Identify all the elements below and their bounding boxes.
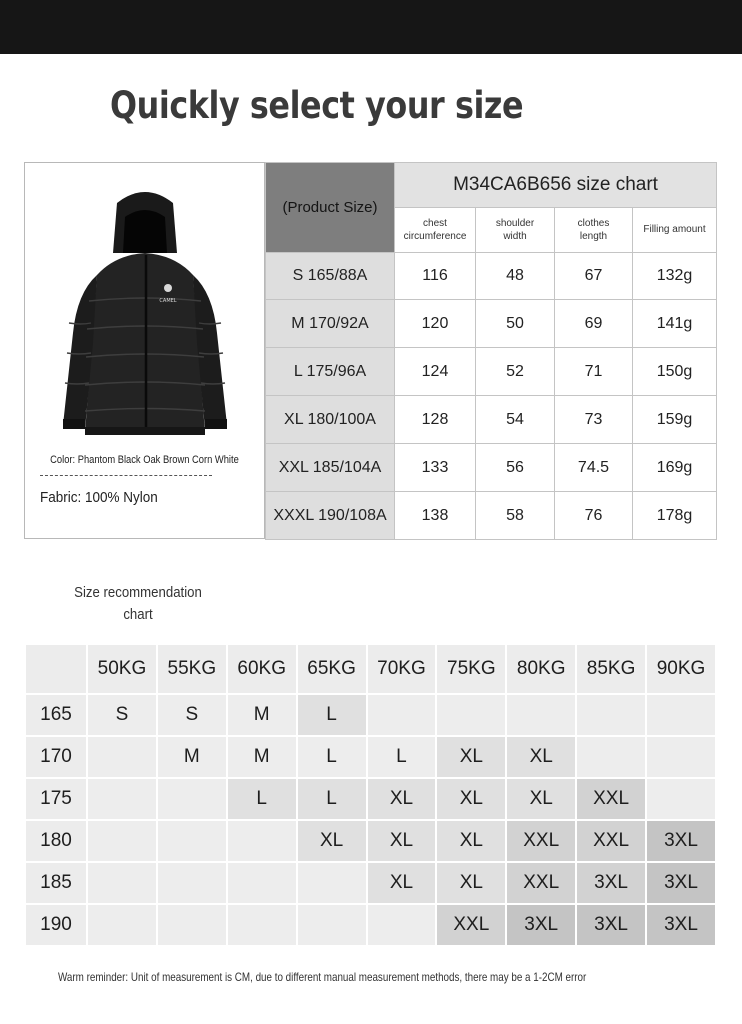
recommended-size-cell: L <box>228 779 296 819</box>
corner-cell <box>26 645 86 693</box>
recommended-size-cell: XL <box>368 863 436 903</box>
top-bar <box>0 0 742 54</box>
brand-logo: CAMEL <box>159 298 177 304</box>
recommended-size-cell <box>368 695 436 735</box>
page-title: Quickly select your size <box>110 84 524 127</box>
recommended-size-cell: L <box>298 695 366 735</box>
weight-header: 60KG <box>228 645 296 693</box>
recommended-size-cell: 3XL <box>577 863 645 903</box>
recommended-size-cell <box>158 863 226 903</box>
recommended-size-cell: 3XL <box>647 821 715 861</box>
recommended-size-cell: XL <box>437 779 505 819</box>
recommended-size-cell <box>88 779 156 819</box>
recommended-size-cell: S <box>158 695 226 735</box>
recommended-size-cell: 3XL <box>647 905 715 945</box>
recommended-size-cell <box>298 905 366 945</box>
recommended-size-cell: L <box>298 737 366 777</box>
size-label: XXL 185/104A <box>266 444 395 492</box>
size-chart-row <box>266 444 717 492</box>
recommended-size-cell: XXL <box>437 905 505 945</box>
recommended-size-cell <box>88 905 156 945</box>
product-panel <box>24 162 265 539</box>
size-value-shoulder: 56 <box>476 444 555 492</box>
recommendation-row <box>26 779 715 819</box>
recommended-size-cell <box>577 695 645 735</box>
recommended-size-cell: XXL <box>577 779 645 819</box>
size-value-length: 69 <box>555 300 633 348</box>
recommended-size-cell <box>298 863 366 903</box>
weight-header: 55KG <box>158 645 226 693</box>
recommended-size-cell: XL <box>507 737 575 777</box>
recommended-size-cell: 3XL <box>647 863 715 903</box>
size-value-length: 71 <box>555 348 633 396</box>
recommended-size-cell <box>158 779 226 819</box>
height-label: 185 <box>26 863 86 903</box>
weight-header: 50KG <box>88 645 156 693</box>
size-value-shoulder: 52 <box>476 348 555 396</box>
size-value-chest: 124 <box>395 348 476 396</box>
recommended-size-cell <box>228 905 296 945</box>
weight-header: 90KG <box>647 645 715 693</box>
size-value-chest: 120 <box>395 300 476 348</box>
recommended-size-cell <box>228 863 296 903</box>
recommendation-row <box>26 905 715 945</box>
recommendation-row <box>26 821 715 861</box>
recommended-size-cell: 3XL <box>577 905 645 945</box>
warm-reminder: Warm reminder: Unit of measurement is CM, due to different manual measurement methods, there may be a 1-2CM error <box>58 970 587 984</box>
size-value-filling: 169g <box>633 444 717 492</box>
recommended-size-cell: XL <box>368 779 436 819</box>
recommended-size-cell <box>88 737 156 777</box>
fabric-info: Fabric: 100% Nylon <box>40 489 158 506</box>
size-value-filling: 141g <box>633 300 717 348</box>
color-info: Color: Phantom Black Oak Brown Corn White <box>50 454 239 466</box>
recommended-size-cell: XXL <box>577 821 645 861</box>
size-label: L 175/96A <box>266 348 395 396</box>
weight-header: 85KG <box>577 645 645 693</box>
size-value-length: 67 <box>555 252 633 300</box>
recommended-size-cell: 3XL <box>507 905 575 945</box>
size-chart-row <box>266 396 717 444</box>
recommendation-row <box>26 737 715 777</box>
size-value-chest: 133 <box>395 444 476 492</box>
column-header-length: clothes length <box>555 207 633 252</box>
column-header-shoulder: shoulder width <box>476 207 555 252</box>
recommended-size-cell: XL <box>437 737 505 777</box>
recommended-size-cell <box>647 779 715 819</box>
recommended-size-cell <box>368 905 436 945</box>
size-value-length: 73 <box>555 396 633 444</box>
size-label: S 165/88A <box>266 252 395 300</box>
recommended-size-cell: XXL <box>507 863 575 903</box>
recommended-size-cell: M <box>228 737 296 777</box>
size-value-filling: 132g <box>633 252 717 300</box>
size-value-filling: 159g <box>633 396 717 444</box>
size-value-shoulder: 50 <box>476 300 555 348</box>
product-size-header: (Product Size) <box>266 163 395 253</box>
height-label: 180 <box>26 821 86 861</box>
size-value-shoulder: 48 <box>476 252 555 300</box>
recommended-size-cell: XL <box>368 821 436 861</box>
recommended-size-cell: XL <box>298 821 366 861</box>
recommended-size-cell <box>158 821 226 861</box>
jacket-image <box>55 183 235 438</box>
size-value-chest: 138 <box>395 492 476 540</box>
recommended-size-cell <box>158 905 226 945</box>
recommendation-title: Size recommendation chart <box>74 584 202 623</box>
height-label: 190 <box>26 905 86 945</box>
recommended-size-cell <box>647 695 715 735</box>
recommended-size-cell <box>88 821 156 861</box>
size-value-chest: 116 <box>395 252 476 300</box>
size-chart-row <box>266 252 717 300</box>
size-chart-row <box>266 492 717 540</box>
size-chart-row <box>266 348 717 396</box>
weight-header: 80KG <box>507 645 575 693</box>
size-chart-title: M34CA6B656 size chart <box>395 163 717 208</box>
column-header-chest: chest circumference <box>395 207 476 252</box>
size-value-length: 74.5 <box>555 444 633 492</box>
size-label: M 170/92A <box>266 300 395 348</box>
size-value-shoulder: 54 <box>476 396 555 444</box>
recommended-size-cell: L <box>368 737 436 777</box>
recommended-size-cell <box>437 695 505 735</box>
size-label: XXXL 190/108A <box>266 492 395 540</box>
height-label: 175 <box>26 779 86 819</box>
recommended-size-cell <box>647 737 715 777</box>
recommended-size-cell <box>507 695 575 735</box>
recommended-size-cell: XL <box>437 821 505 861</box>
column-header-filling: Filling amount <box>633 207 717 252</box>
size-value-length: 76 <box>555 492 633 540</box>
height-label: 170 <box>26 737 86 777</box>
size-chart-table <box>265 162 717 540</box>
recommended-size-cell: XXL <box>507 821 575 861</box>
recommended-size-cell <box>228 821 296 861</box>
recommendation-row <box>26 863 715 903</box>
weight-header-row <box>26 645 715 693</box>
recommended-size-cell <box>88 863 156 903</box>
recommended-size-cell: M <box>158 737 226 777</box>
size-recommendation-table <box>24 643 717 947</box>
weight-header: 70KG <box>368 645 436 693</box>
recommended-size-cell <box>577 737 645 777</box>
recommended-size-cell: M <box>228 695 296 735</box>
weight-header: 75KG <box>437 645 505 693</box>
size-value-shoulder: 58 <box>476 492 555 540</box>
size-value-filling: 178g <box>633 492 717 540</box>
size-chart-row <box>266 300 717 348</box>
recommendation-row <box>26 695 715 735</box>
recommended-size-cell: XL <box>507 779 575 819</box>
size-value-filling: 150g <box>633 348 717 396</box>
recommended-size-cell: XL <box>437 863 505 903</box>
weight-header: 65KG <box>298 645 366 693</box>
size-label: XL 180/100A <box>266 396 395 444</box>
divider <box>40 475 212 476</box>
size-value-chest: 128 <box>395 396 476 444</box>
recommended-size-cell: L <box>298 779 366 819</box>
height-label: 165 <box>26 695 86 735</box>
recommended-size-cell: S <box>88 695 156 735</box>
